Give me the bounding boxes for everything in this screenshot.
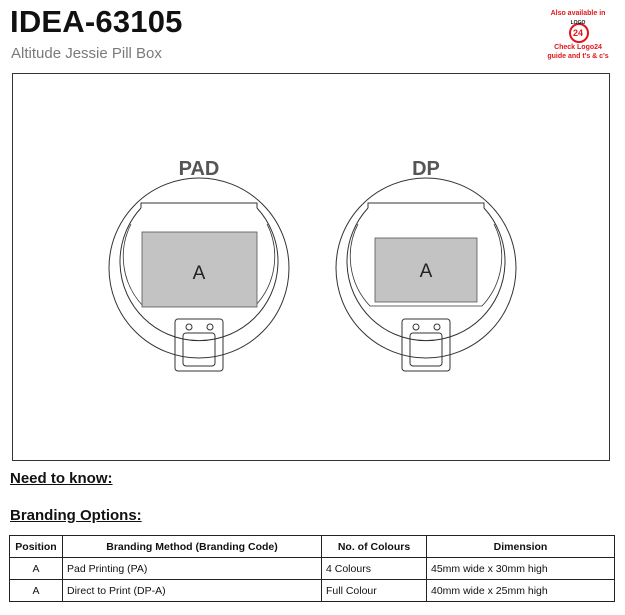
logo24-badge-number: 24 [572,28,583,38]
logo24-badge-word: LOGO [570,20,586,26]
method-label-dp: DP [412,158,440,180]
branding-options-heading: Branding Options: [10,507,142,524]
product-name: Altitude Jessie Pill Box [11,45,162,62]
header-no-of-colours: No. of Colours [322,536,427,558]
product-code: IDEA-63105 [10,4,183,39]
logo24-badge-icon [567,20,589,42]
logo24-notice [540,9,616,61]
cell-position: A [10,558,63,580]
logo-notice-line3: guide and t's & c's [547,53,609,60]
header-dimension: Dimension [427,536,615,558]
area-label-dp: A [419,261,433,282]
cell-no-of-colours: 4 Colours [322,558,427,580]
table-row [10,558,615,580]
table-header-row [10,536,615,558]
pill-box-drawing [13,74,611,462]
logo-notice-line1: Also available in [550,10,606,17]
logo-notice-line2: Check Logo24 [554,44,602,51]
cell-branding-method: Pad Printing (PA) [63,558,322,580]
cell-dimension: 40mm wide x 25mm high [427,580,615,602]
header-branding-method: Branding Method (Branding Code) [63,536,322,558]
header-position: Position [10,536,63,558]
table-row [10,580,615,602]
cell-position: A [10,580,63,602]
cell-branding-method: Direct to Print (DP-A) [63,580,322,602]
method-label-pad: PAD [178,158,220,180]
need-to-know-heading: Need to know: [10,470,113,487]
area-label-pad: A [192,263,206,284]
product-diagram [12,73,610,461]
cell-no-of-colours: Full Colour [322,580,427,602]
branding-options-table [9,535,615,602]
cell-dimension: 45mm wide x 30mm high [427,558,615,580]
